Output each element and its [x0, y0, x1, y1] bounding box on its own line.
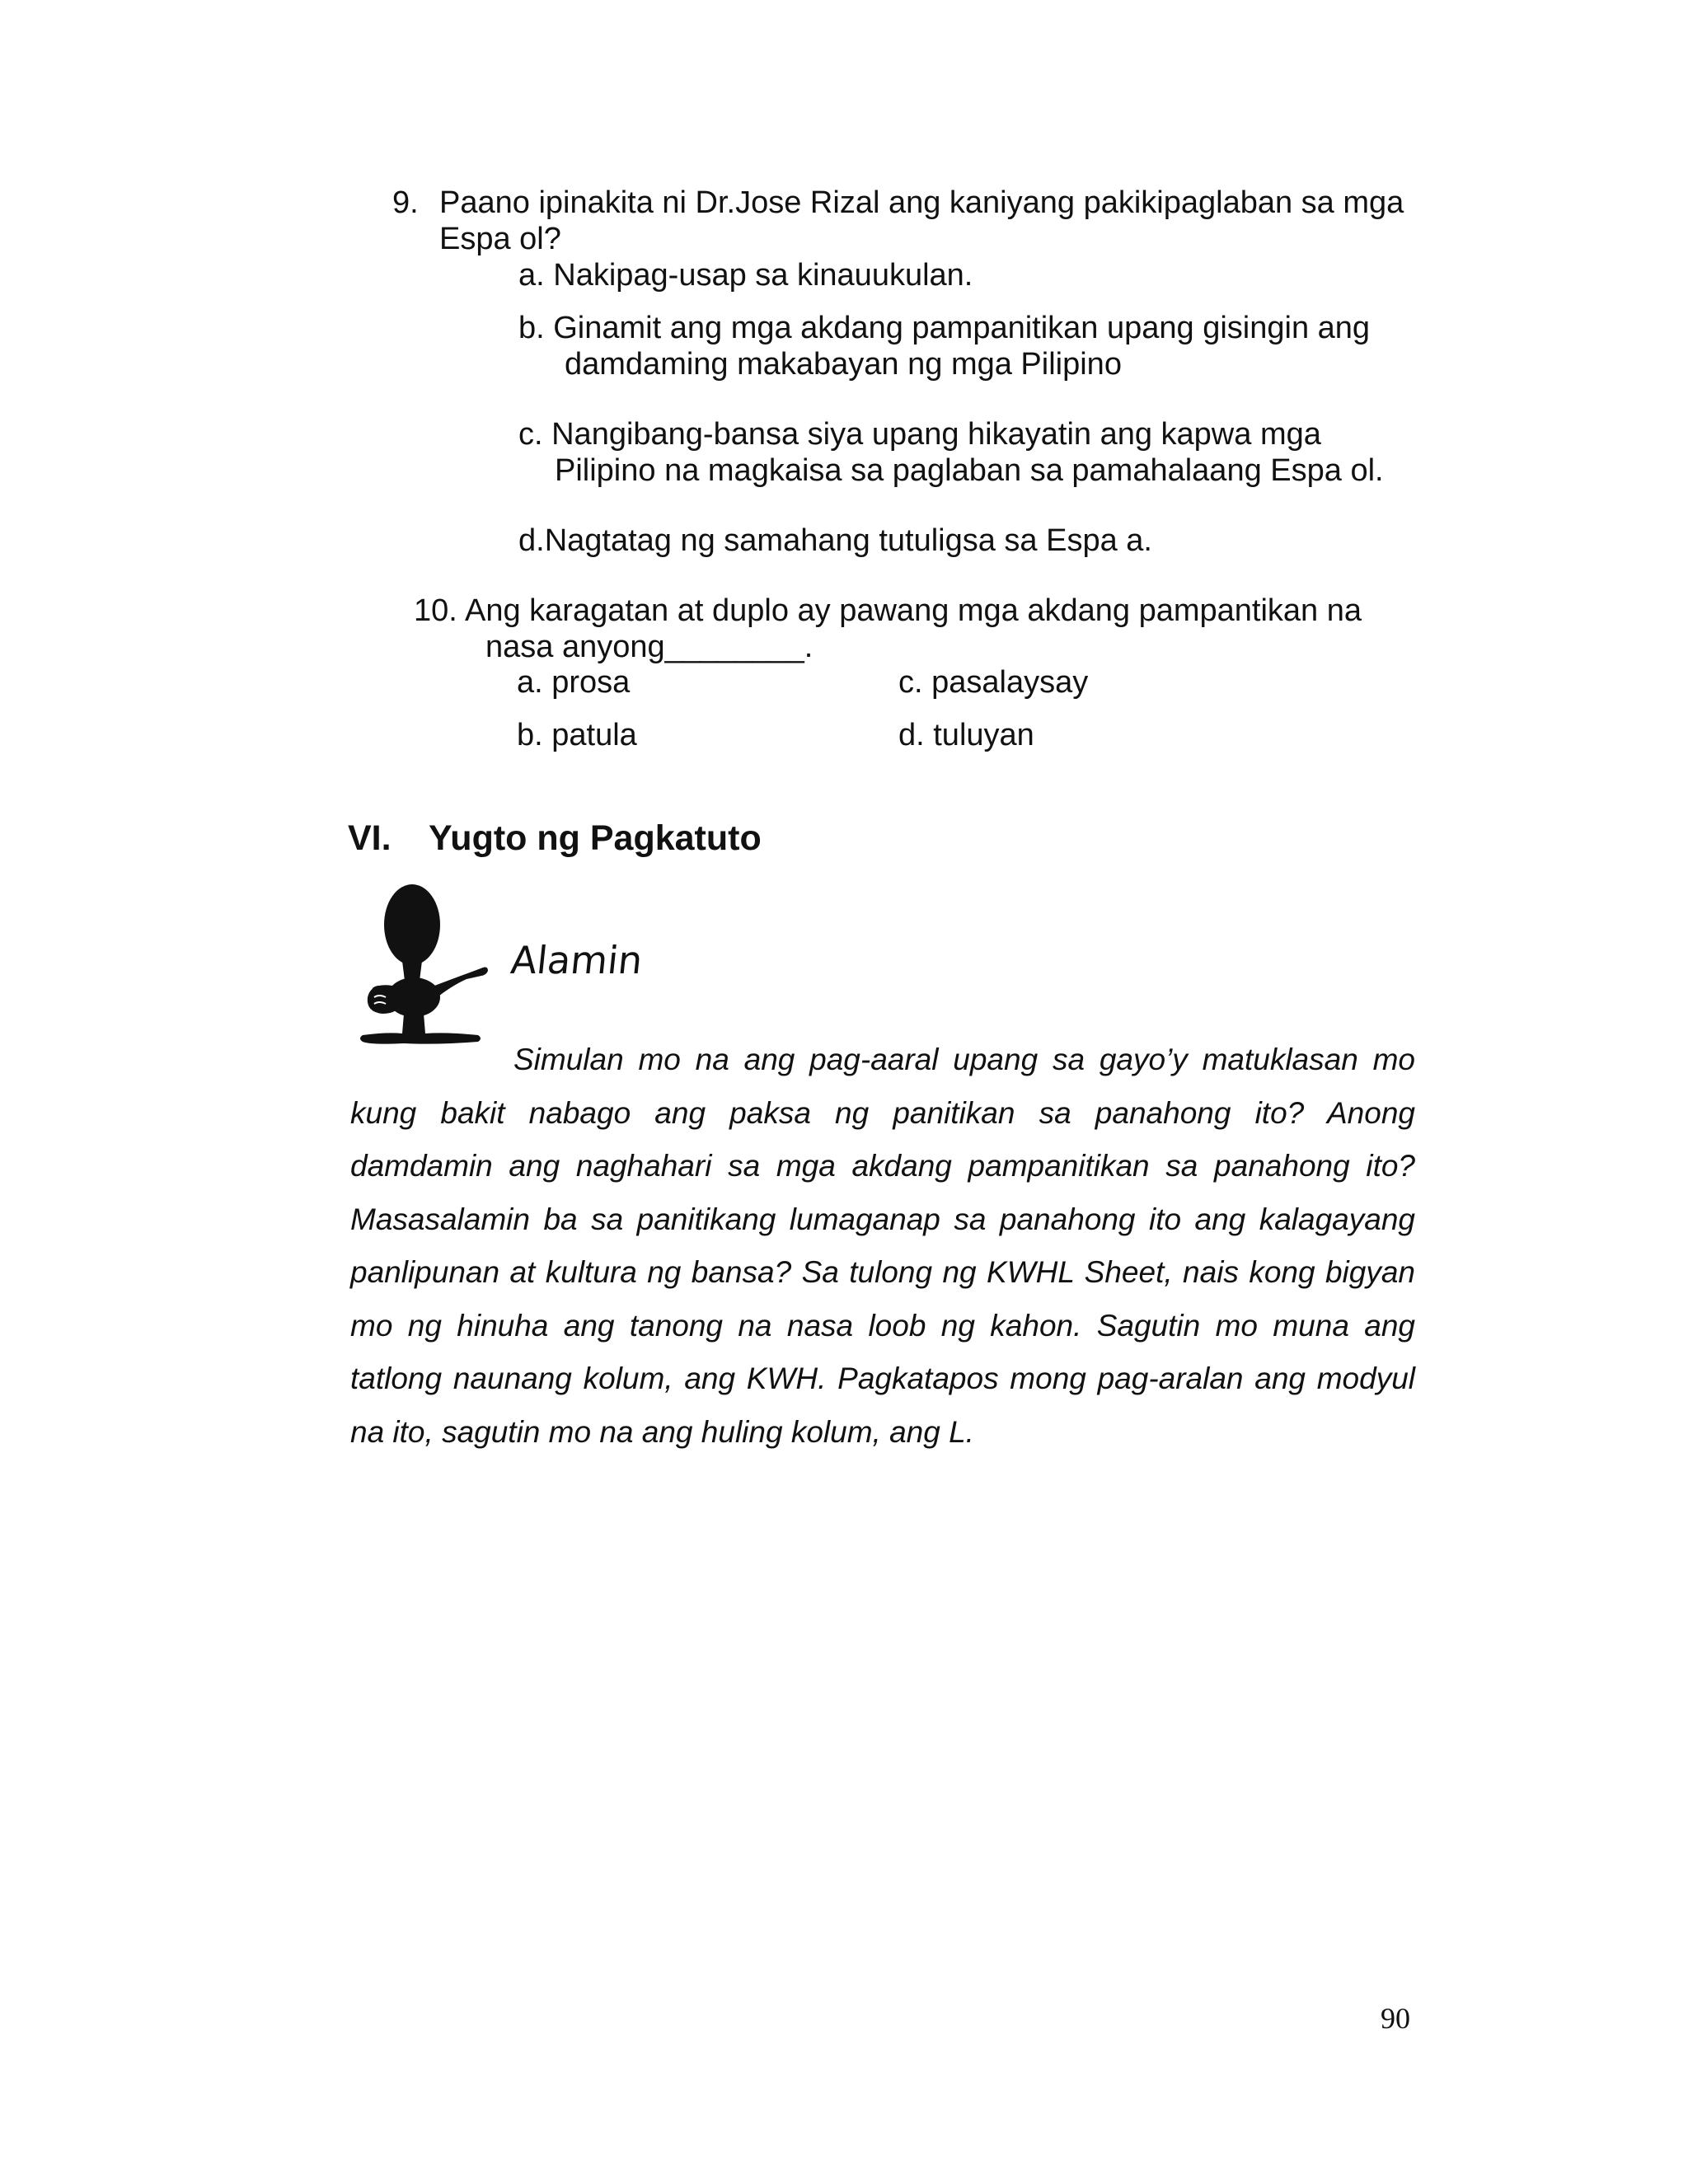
option-c: c. Nangibang-bansa siya upang hikayatin ang kapwa mga	[518, 417, 1321, 452]
option-c-continued: Pilipino na magkaisa sa paglaban sa pamahalaang Espa ol.	[555, 453, 1384, 488]
paragraph-line: damdamin ang naghahari sa mga akdang pampanitikan sa panahong ito?	[350, 1149, 1415, 1183]
section-numeral: VI.	[348, 818, 392, 858]
option-a: a. prosa	[517, 665, 631, 700]
option-b: b. patula	[517, 718, 637, 752]
paragraph-line: Simulan mo na ang pag-aaral upang sa gayo’y matuklasan mo	[513, 1043, 1415, 1076]
option-a: a. Nakipag-usap sa kinauukulan.	[518, 258, 973, 293]
section-title: Yugto ng Pagkatuto	[429, 818, 762, 858]
alamin-paragraph	[350, 1033, 1415, 1459]
question-text: Ang karagatan at duplo ay pawang mga akdang pampantikan na	[465, 593, 1362, 628]
question-number: 9.	[392, 185, 419, 220]
paragraph-line: mo ng hinuha ang tanong na nasa loob ng kahon. Sagutin mo muna ang	[350, 1308, 1415, 1343]
pointing-figure-icon	[354, 882, 490, 1051]
question-text-continued: nasa anyong________.	[485, 630, 814, 664]
paragraph-line: na ito, sagutin mo na ang huling kolum, ang L.	[350, 1414, 974, 1449]
option-d: d. tuluyan	[898, 718, 1034, 752]
paragraph-line: tatlong naunang kolum, ang KWH. Pagkatapos mong pag-aralan ang modyul	[350, 1361, 1415, 1395]
question-text-continued: Espa ol?	[439, 222, 561, 256]
question-text: Paano ipinakita ni Dr.Jose Rizal ang kaniyang pakikipaglaban sa mga	[439, 185, 1404, 220]
alamin-title: Alamin	[509, 938, 645, 982]
paragraph-line: kung bakit nabago ang paksa ng panitikan sa panahong ito? Anong	[350, 1095, 1415, 1130]
option-c: c. pasalaysay	[898, 665, 1089, 700]
question-number: 10.	[414, 593, 457, 628]
page-number: 90	[1381, 2002, 1410, 2035]
option-b-continued: damdaming makabayan ng mga Pilipino	[565, 347, 1122, 382]
paragraph-line: panlipunan at kultura ng bansa? Sa tulong ng KWHL Sheet, nais kong bigyan	[350, 1255, 1415, 1289]
option-d: d.Nagtatag ng samahang tutuligsa sa Espa a.	[518, 523, 1152, 558]
option-b: b. Ginamit ang mga akdang pampanitikan upang gisingin ang	[518, 311, 1371, 345]
paragraph-line: Masasalamin ba sa panitikang lumaganap sa panahong ito ang kalagayang	[350, 1202, 1415, 1236]
